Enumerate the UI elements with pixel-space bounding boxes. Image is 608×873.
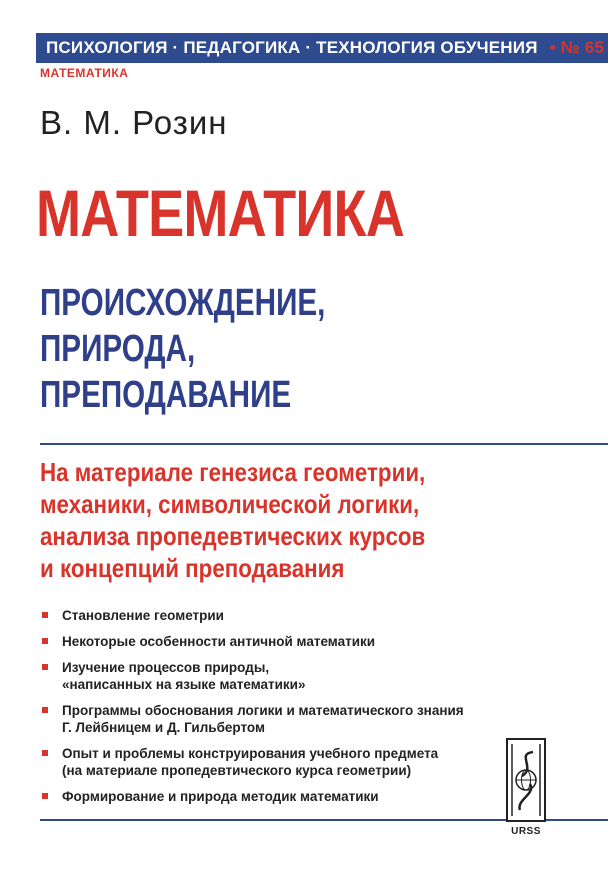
- subtitle-line: ПРЕПОДАВАНИЕ: [40, 374, 292, 416]
- book-description: [40, 456, 425, 584]
- series-banner: [36, 33, 608, 63]
- contents-list: [42, 607, 522, 814]
- book-title: МАТЕМАТИКА: [36, 176, 404, 250]
- publisher-name: URSS: [511, 826, 541, 837]
- list-item: Некоторые особенности античной математики: [42, 633, 522, 650]
- list-item: Опыт и проблемы конструирования учебного предмета (на материале пропедевтического курса геометрии): [42, 745, 522, 779]
- subtitle-line: ПРИРОДА,: [40, 328, 196, 370]
- bullet-square-icon: [42, 793, 48, 799]
- description-line: механики, символической логики,: [40, 489, 420, 519]
- subtitle-line: ПРОИСХОЖДЕНИЕ,: [40, 282, 326, 324]
- series-names: ПСИХОЛОГИЯ · ПЕДАГОГИКА · ТЕХНОЛОГИЯ ОБУЧЕНИЯ: [46, 38, 538, 57]
- urss-logo-icon: [506, 738, 546, 822]
- author-name: В. М. Розин: [40, 104, 228, 141]
- list-item: Становление геометрии: [42, 607, 522, 624]
- list-item: Изучение процессов природы, «написанных на языке математики»: [42, 659, 522, 693]
- description-line: анализа пропедевтических курсов: [40, 521, 426, 551]
- list-item: Программы обоснования логики и математического знания Г. Лейбницем и Д. Гильбертом: [42, 702, 522, 736]
- series-subject: МАТЕМАТИКА: [40, 66, 129, 80]
- book-subtitle: [40, 280, 325, 418]
- series-number: • № 65: [549, 38, 605, 57]
- description-line: На материале генезиса геометрии,: [40, 457, 426, 487]
- bullet-square-icon: [42, 612, 48, 618]
- divider-line: [40, 443, 608, 445]
- bullet-square-icon: [42, 638, 48, 644]
- bullet-square-icon: [42, 750, 48, 756]
- bullet-square-icon: [42, 664, 48, 670]
- bullet-square-icon: [42, 707, 48, 713]
- list-item: Формирование и природа методик математики: [42, 788, 522, 805]
- description-line: и концепций преподавания: [40, 553, 345, 583]
